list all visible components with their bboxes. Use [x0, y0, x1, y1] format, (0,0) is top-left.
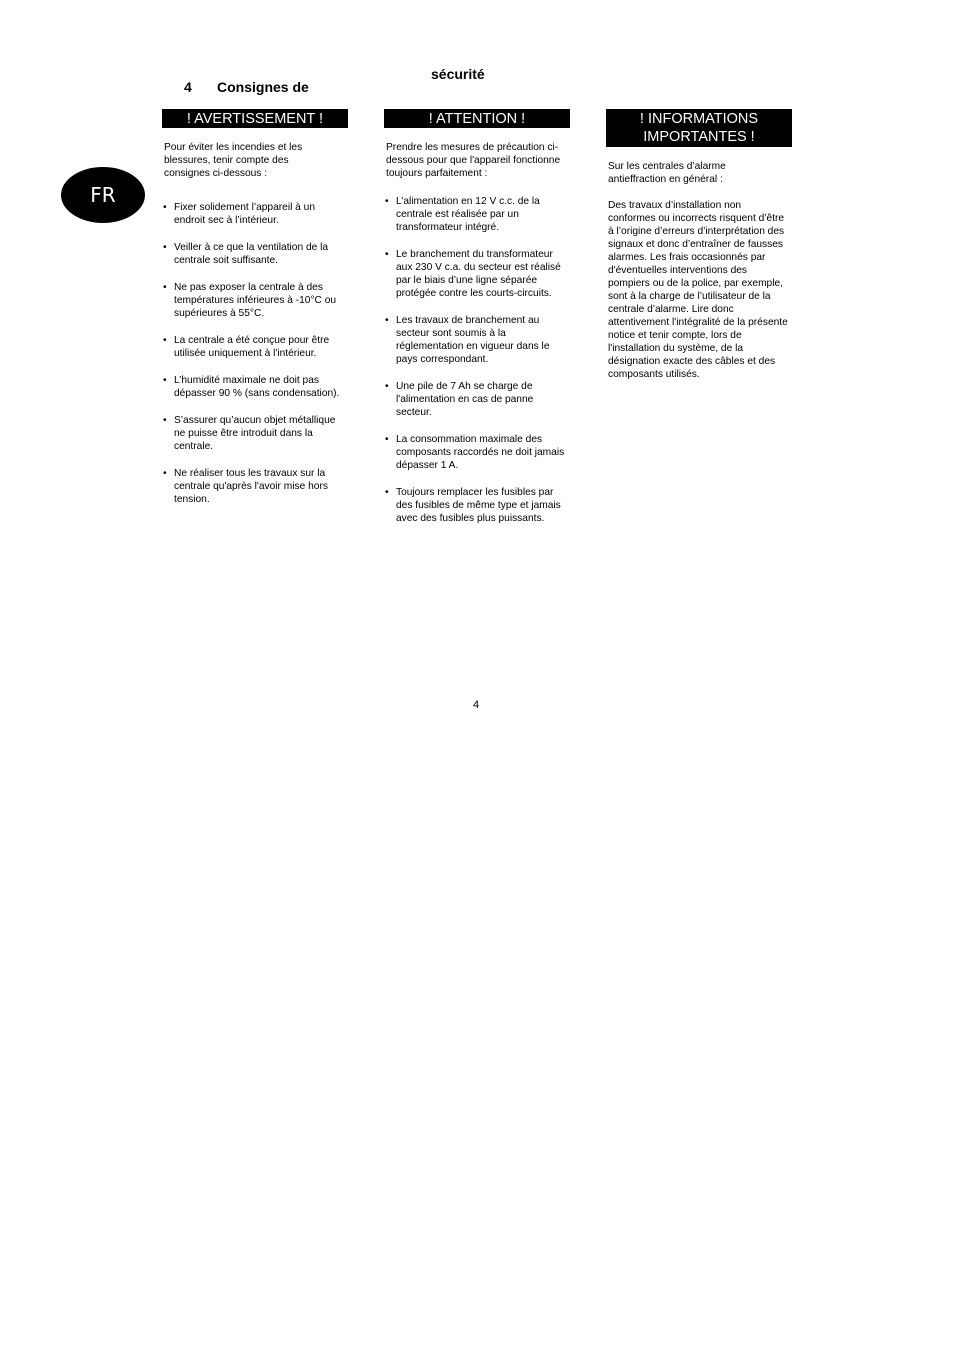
attention-column [384, 109, 570, 539]
list-item: • Les travaux de branchement au secteur sont soumis à la réglementation en vigueur dans le pays correspondant. [384, 314, 570, 366]
list-item: • Une pile de 7 Ah se charge de l'alimentation en cas de panne secteur. [384, 380, 570, 419]
warning-intro: Pour éviter les incendies et les blessures, tenir compte des consignes ci-dessous : [164, 142, 303, 179]
list-item: • Le branchement du transformateur aux 230 V c.a. du secteur est réalisé par le biais d’une ligne séparée protégée contre les courts-circuits. [384, 248, 570, 300]
info-header: ! INFORMATIONS IMPORTANTES ! [606, 109, 792, 147]
attention-list [384, 195, 570, 525]
list-item: • L’humidité maximale ne doit pas dépasser 90 % (sans condensation). [162, 374, 344, 400]
warning-column [162, 109, 348, 520]
warning-header: ! AVERTISSEMENT ! [162, 109, 348, 128]
section-title-continued: sécurité [431, 66, 485, 82]
list-item: • Fixer solidement l’appareil à un endroit sec à l’intérieur. [162, 201, 348, 227]
list-item: • L’alimentation en 12 V c.c. de la centrale est réalisée par un transformateur intégré. [384, 195, 570, 234]
list-item: • Ne pas exposer la centrale à des températures inférieures à -10°C ou supérieures à 55°C. [162, 281, 344, 320]
attention-intro: Prendre les mesures de précaution ci-dessous pour que l'appareil fonctionne toujours parfaitement : [386, 142, 561, 179]
info-column [606, 109, 792, 381]
language-badge: FR [61, 167, 145, 223]
list-item: • Veiller à ce que la ventilation de la centrale soit suffisante. [162, 241, 348, 267]
warning-list [162, 201, 348, 506]
list-item: • Toujours remplacer les fusibles par des fusibles de même type et jamais avec des fusibles plus puissants. [384, 486, 570, 525]
section-title: Consignes de [217, 79, 309, 95]
info-intro: Sur les centrales d’alarme antieffraction en général : [608, 161, 726, 185]
list-item: • Ne réaliser tous les travaux sur la centrale qu'après l'avoir mise hors tension. [162, 467, 348, 506]
page-number: 4 [473, 699, 480, 711]
info-body: Des travaux d’installation non conformes ou incorrects risquent d’être à l’origine d’erreurs d’interprétation des signaux et donc d’entraîner de fausses alarmes. Les frais occasionnés par d'éventuelles interventions des pompiers ou de la police, par exemple, sont à la charge de l’utilisateur de la centrale d’alarme. Lire donc attentivement l'intégralité de la présente notice et tenir compte, lors de l'installation du système, de la désignation exacte des câbles et des composants utilisés. [608, 200, 788, 380]
list-item: • La consommation maximale des composants raccordés ne doit jamais dépasser 1 A. [384, 433, 570, 472]
section-number: 4 [184, 79, 192, 95]
list-item: • S’assurer qu’aucun objet métallique ne puisse être introduit dans la centrale. [162, 414, 348, 453]
list-item: • La centrale a été conçue pour être utilisée uniquement à l'intérieur. [162, 334, 334, 360]
attention-header: ! ATTENTION ! [384, 109, 570, 128]
